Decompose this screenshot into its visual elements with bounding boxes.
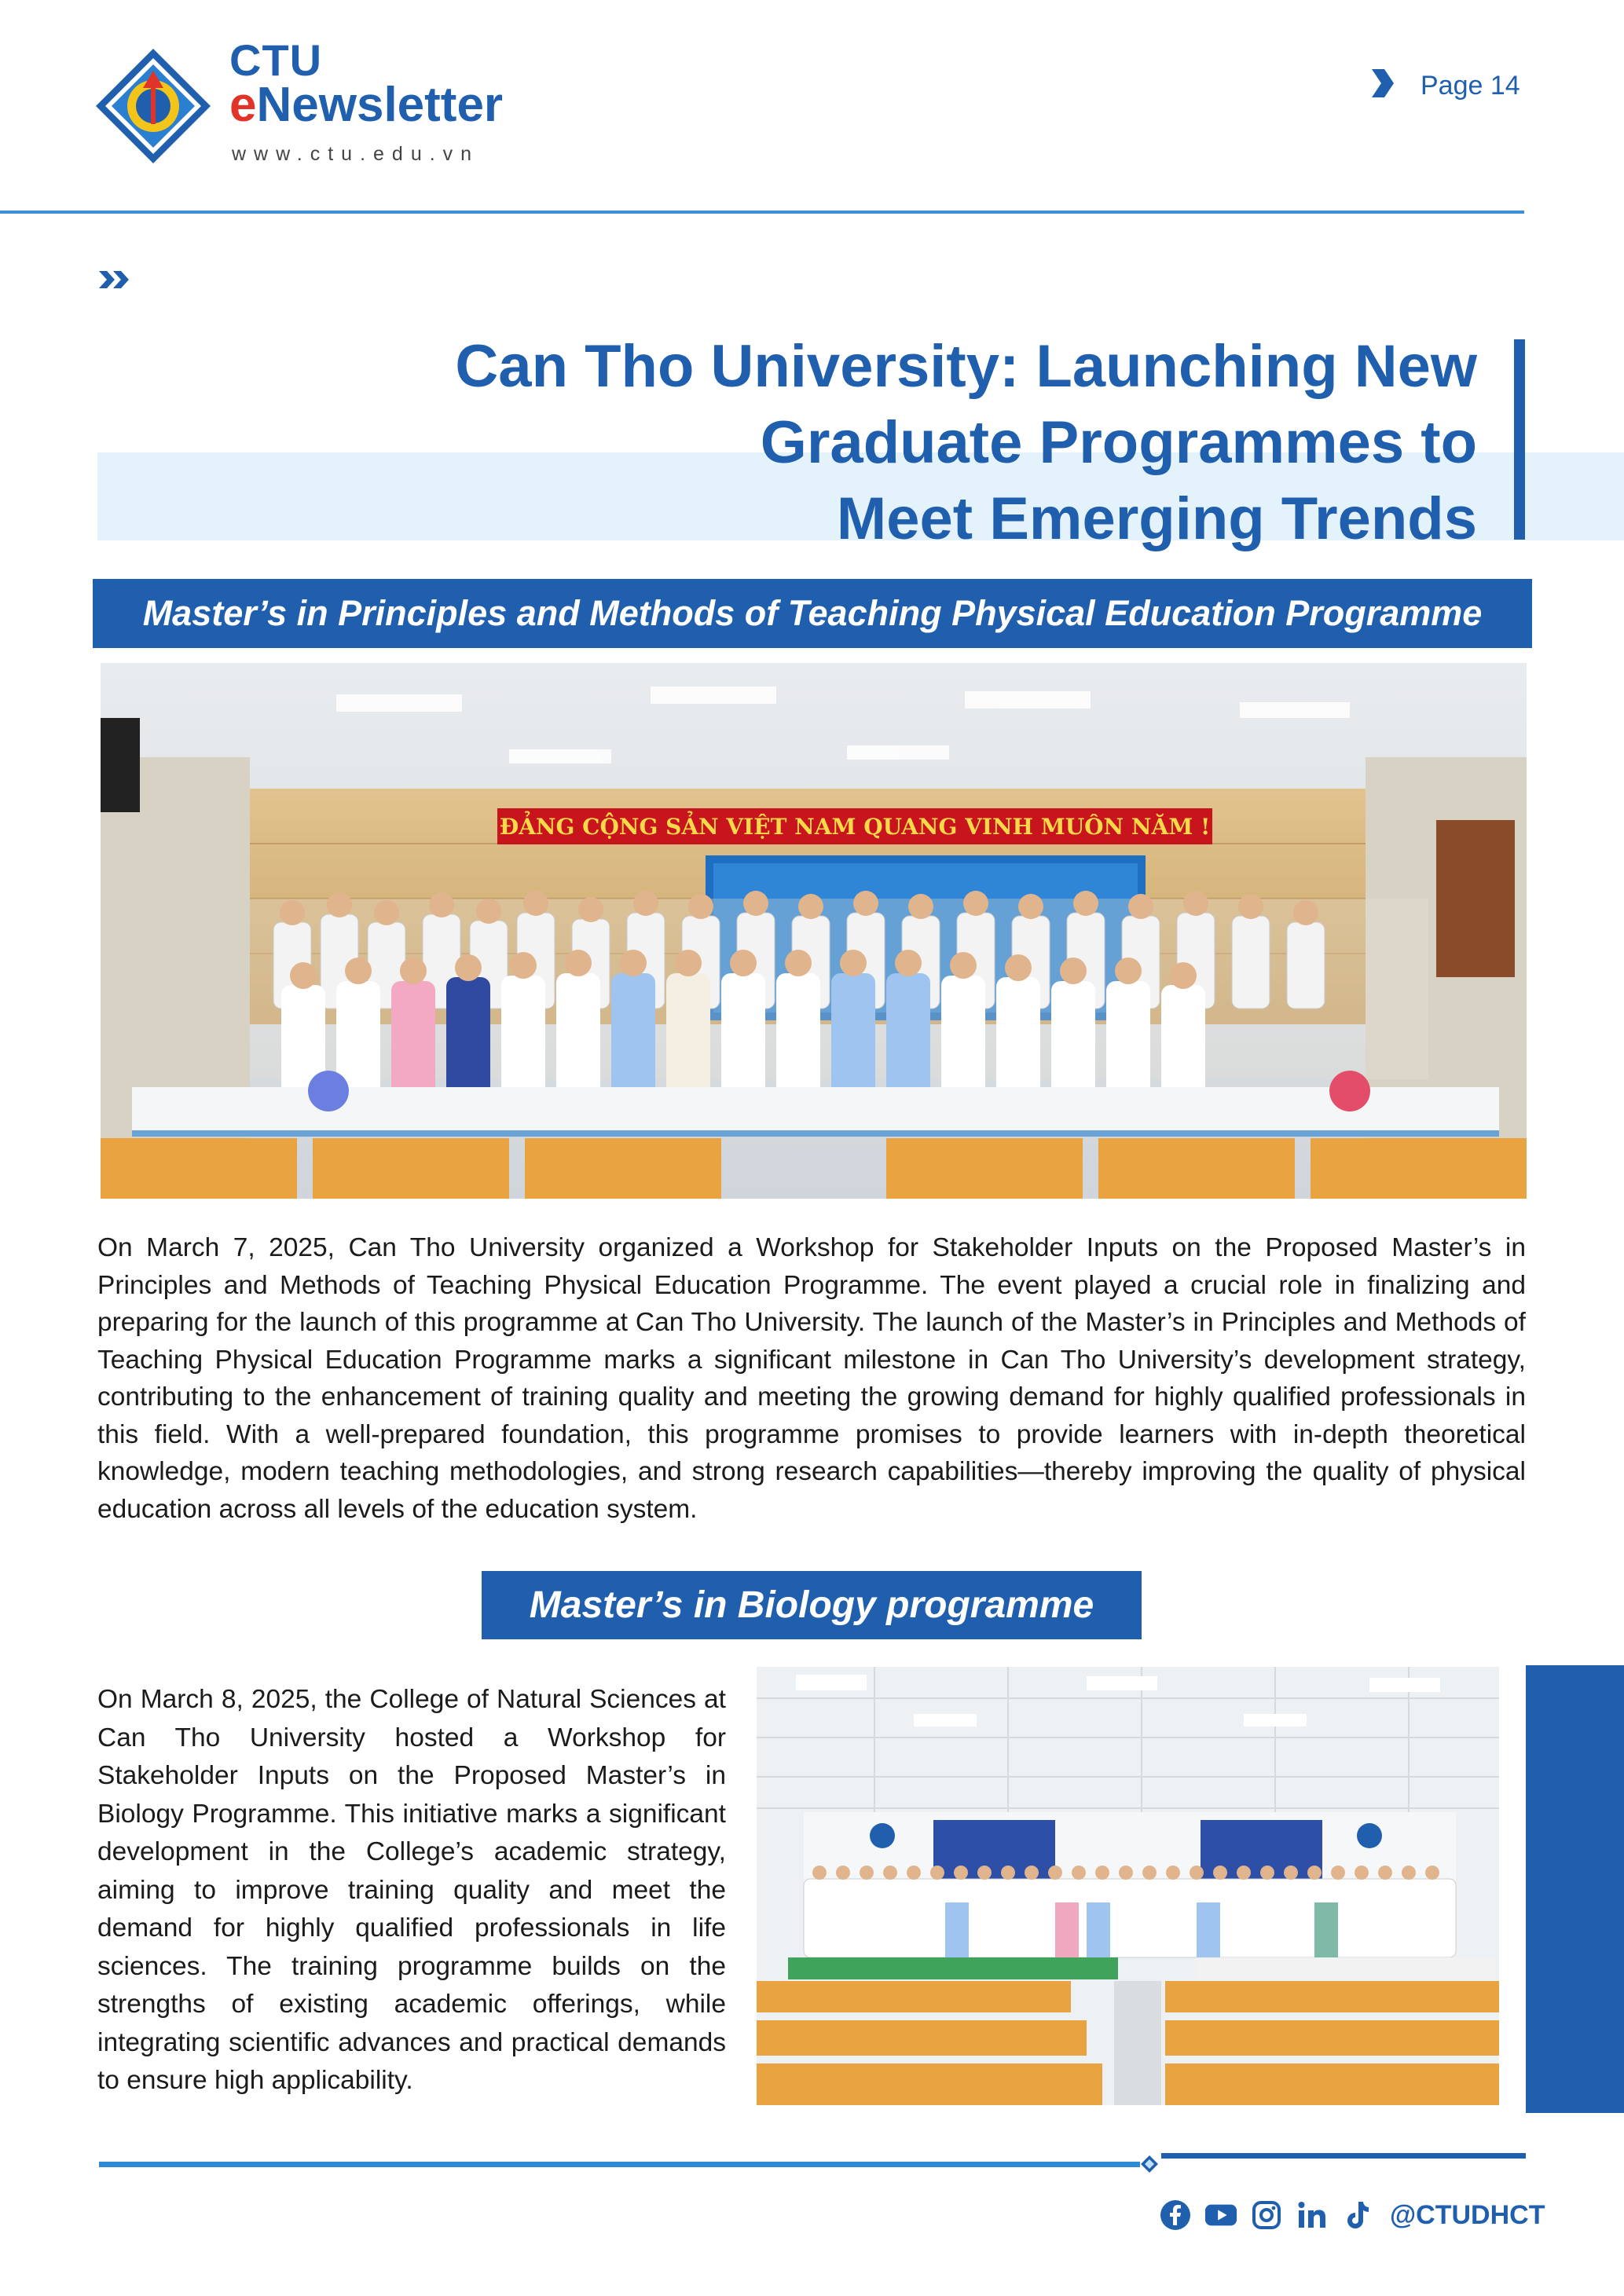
section-heading-biology: Master’s in Biology programme [482,1571,1142,1639]
diamond-icon [1140,2155,1159,2173]
page-number: Page 14 [1421,71,1520,101]
website-link[interactable]: www.ctu.edu.vn [232,143,480,165]
chevron-icon [1369,68,1395,99]
instagram-icon[interactable] [1250,2199,1283,2232]
tiktok-icon[interactable] [1341,2199,1374,2232]
social-handle[interactable]: @CTUDHCT [1390,2199,1545,2230]
side-accent-tab [1526,1665,1624,2113]
brand-enewsletter: eNewsletter [229,78,504,132]
footer-divider-right [1161,2153,1526,2159]
social-links [1159,2198,1545,2232]
youtube-icon[interactable] [1204,2199,1237,2232]
section1-body: On March 7, 2025, Can Tho University organized a Workshop for Stakeholder Inputs on the Proposed Master’s in Principles and Methods of Teaching Physical Education Programme. The event played a crucial role in finalizing and preparing for the launch of this programme at Can Tho University. The launch of the Master’s in Principles and Methods of Teaching Physical Education Programme marks a significant milestone in Can Tho University’s development strategy, contributing to the enhancement of training quality and meeting the growing demand for highly qualified professionals in this field. With a well-prepared foundation, this programme promises to provide learners with in-depth theoretical knowledge, modern teaching methodologies, and strong research capabilities—thereby improving the quality of physical education across all levels of the education system. [97,1233,1526,1524]
photo-banner-text: ĐẢNG CỘNG SẢN VIỆT NAM QUANG VINH MUÔN NĂM ! [499,814,1211,840]
linkedin-icon[interactable] [1296,2199,1329,2232]
header-divider [0,211,1524,214]
footer-divider-left [99,2162,1140,2167]
ctu-logo [94,47,212,165]
section-heading-physical-education: Master’s in Principles and Methods of Teaching Physical Education Programme [93,579,1532,648]
group-photo-physical-education [101,663,1527,1199]
facebook-icon[interactable] [1159,2199,1192,2232]
section2-body: On March 8, 2025, the College of Natural Sciences at Can Tho University hosted a Workshop for Stakeholder Inputs on the Proposed Master’s in Biology Programme. This initiative marks a significant development in the College’s academic strategy, aiming to improve training quality and meet the demand for highly qualified professionals in life sciences. The training programme builds on the strengths of existing academic offerings, while integrating scientific advances and practical demands to ensure high applicability. [97,1685,726,2095]
group-photo-biology [757,1667,1499,2105]
double-chevron-icon [97,268,134,291]
title-accent-bar [1514,339,1525,540]
brand-ctu: CTU [229,35,323,85]
article-title: Can Tho University: Launching New Graduate Programmes to Meet Emerging Trends [455,333,1477,552]
